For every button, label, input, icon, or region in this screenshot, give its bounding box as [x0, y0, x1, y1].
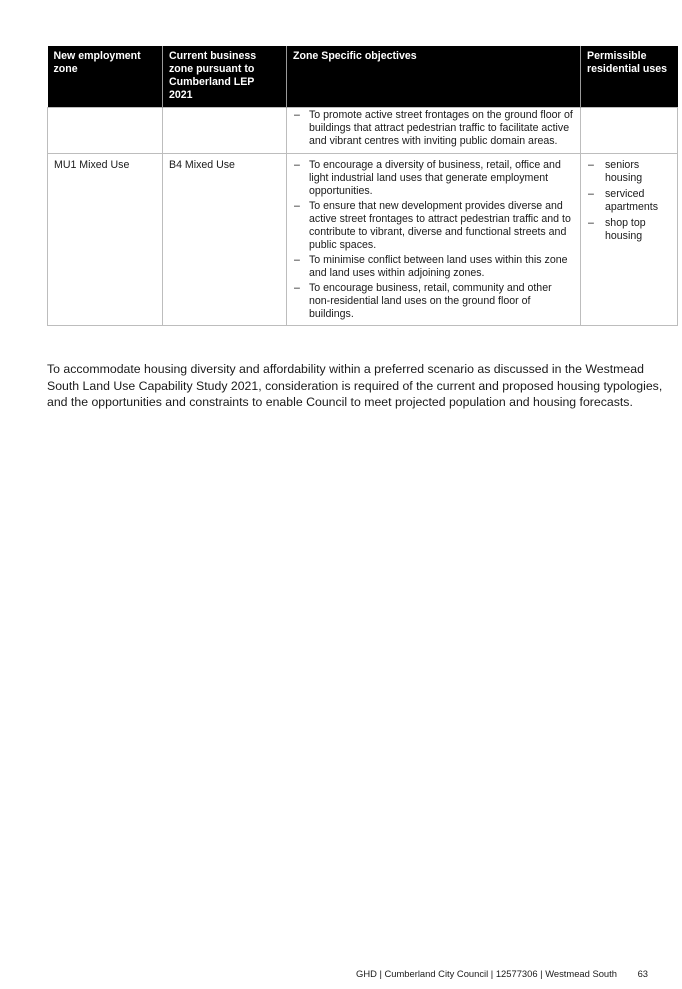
objectives-list — [293, 109, 574, 148]
cell-new-zone: MU1 Mixed Use — [48, 154, 163, 326]
header-new-employment-zone: New employment zone — [48, 46, 163, 108]
cell-objectives — [287, 108, 581, 154]
objective-item: – To minimise conflict between land uses within this zone and land uses within adjoining zones. — [293, 254, 574, 280]
footer-text: GHD | Cumberland City Council | 12577306 | Westmead South — [356, 968, 617, 979]
objectives-list — [293, 159, 574, 321]
residential-use-item: – seniors housing — [587, 159, 671, 185]
page-number: 63 — [637, 968, 648, 979]
cell-objectives — [287, 154, 581, 326]
header-zone-objectives: Zone Specific objectives — [287, 46, 581, 108]
objective-item: – To encourage a diversity of business, retail, office and light industrial land uses that generate employment opportunities. — [293, 159, 574, 198]
table-row-continued — [48, 108, 678, 154]
cell-current-zone: B4 Mixed Use — [163, 154, 287, 326]
objective-item: – To ensure that new development provides diverse and active street frontages to attract pedestrian traffic and to contribute to vibrant, diverse and functional streets and public spaces. — [293, 200, 574, 252]
page-footer — [356, 968, 648, 979]
objective-item: – To encourage business, retail, community and other non-residential land uses on the ground floor of buildings. — [293, 282, 574, 321]
table-row — [48, 154, 678, 326]
header-residential-uses: Permissible residential uses — [581, 46, 678, 108]
header-current-business-zone: Current business zone pursuant to Cumberland LEP 2021 — [163, 46, 287, 108]
body-paragraph: To accommodate housing diversity and affordability within a preferred scenario as discussed in the Westmead South Land Use Capability Study 2021, consideration is required of the current and proposed housing typologies, and the opportunities and constraints to enable Council to meet projected population and housing forecasts. — [47, 362, 663, 409]
cell-empty — [48, 108, 163, 154]
cell-empty — [581, 108, 678, 154]
residential-uses-list — [587, 159, 671, 243]
objective-item: – To promote active street frontages on the ground floor of buildings that attract pedestrian traffic to facilitate active and vibrant centres with inviting public domain areas. — [293, 109, 574, 148]
residential-use-item: – serviced apartments — [587, 188, 671, 214]
zone-objectives-table — [47, 46, 678, 326]
cell-empty — [163, 108, 287, 154]
residential-use-item: – shop top housing — [587, 217, 671, 243]
cell-residential-uses — [581, 154, 678, 326]
table-header-row — [48, 46, 678, 108]
